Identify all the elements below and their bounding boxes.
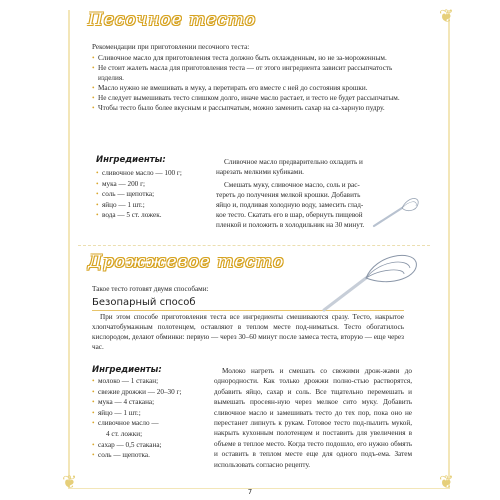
list-item: • сливочное масло — 100 г; [96,169,182,177]
section1-intro: Рекомендации при приготовлении песочного теста: [92,43,250,51]
corner-ornament-icon: ❦ [62,472,78,493]
section-title-shortcrust: Песочное тесто [88,10,257,30]
list-item: • Чтобы тесто было более вкусным и рассыпчатым, можно заменить сахар на са-харную пудру. [92,104,385,112]
list-item: • Масло нужно не вмешивать в муку, а перетирать его вместе с ней до состояния крошки. [92,84,368,92]
subsection-title: Безопарный способ [92,297,196,308]
list-item: • мука — 200 г; [96,179,146,188]
list-item: • соль — щепотка. [92,451,150,460]
list-item: • Не следует вымешивать тесто слишком долго, иначе масло растает, и тесто не будет рассыпчатым. [92,94,400,102]
list-item: • мука — 4 стакана; [92,398,155,407]
page-number: 7 [247,488,253,496]
whisk-icon [372,192,422,232]
section1-tips-list [92,53,404,113]
list-item: • Сливочное масло для приготовления теста должно быть охлажденным, но не за-мороженным. [92,54,387,62]
section1-ingredients-title: Ингредиенты: [96,155,166,165]
section1-ingredients-list [96,168,182,221]
list-item: • молоко — 1 стакан; [92,377,159,385]
list-item: 4 ст. ложки; [106,429,143,438]
section1-method-step1: Сливочное масло предварительно охладить и нарезать мелкими кубиками. [216,158,363,176]
corner-ornament-icon: ❦ [438,472,454,493]
section1-method-step2: Смешать муку, сливочное масло, соль и рас-тереть до получения мелкой крошки. Добавить яйцо и, подливая холодную воду, замесить глад-кое тесто. Скатать его в шар, обернуть пищевой пленкой и положить в холодильник на 30 минут. [216,181,365,229]
list-item: • яйцо — 1 шт.; [92,408,141,417]
section2-ingredients-list [92,376,181,461]
section2-method: Молоко нагреть и смешать со свежими дрож-жами до однородности. Как только дрожжи полно-стью растворятся, добавить яйцо, сахар и соль. Все тщательно перемешать и вымешать просеян-ную через мелкое сито муку. Добавить сливочное масло и замешивать тесто до тех пор, пока оно не перестанет липнуть к рукам. Готовое тесто под-пылить мукой, накрыть кухонным полотенцем и поставить для увеличения в объеме в теплое место. Когда тесто подошло, его нужно обмять и оставить в теплом месте еще для одного подъ-ема. Затем использовать согласно рецепту. [214,367,412,469]
list-item: • свежие дрожжи — 20–30 г; [92,387,182,396]
corner-ornament-icon: ❦ [438,6,454,27]
list-item: • соль — щепотка; [96,190,155,199]
list-item: • сахар — 0,5 стакана; [92,440,162,449]
section2-intro: Такое тесто готовят двумя способами: [92,285,209,293]
list-item: • вода — 5 ст. ложек. [96,211,162,220]
section2-ingredients-title: Ингредиенты: [92,365,162,375]
whisk-icon [320,244,424,314]
list-item: • сливочное масло — [92,419,159,428]
list-item: • Не стоит жалеть масла для приготовления теста — от этого ингредиента зависит рассыпчатость изделия. [92,64,393,82]
section2-paragraph: При этом способе приготовления теста все ингредиенты смешиваются сразу. Тесто, накрытое хлопчатобумажным полотенцем, оставляют в теплом месте под-ниматься. Тесто обогатилось кислородом, делают обминки: первую — через 30–60 минут после замеса теста, вторую — еще через час. [92,313,404,351]
section-title-yeast: Дрожжевое тесто [88,252,285,272]
list-item: • яйцо — 1 шт.; [96,200,145,209]
